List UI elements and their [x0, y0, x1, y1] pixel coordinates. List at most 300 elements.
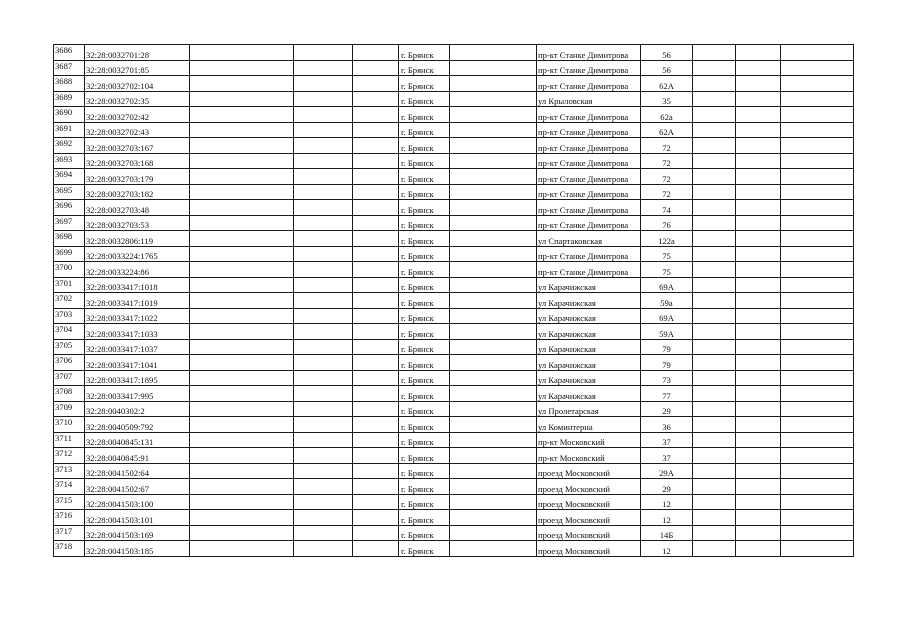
empty-cell [353, 479, 399, 495]
empty-cell [781, 277, 854, 293]
empty-cell [294, 76, 353, 92]
empty-cell [693, 122, 736, 138]
empty-cell [781, 355, 854, 371]
empty-cell [736, 432, 781, 448]
street-cell: ул Крыловская [537, 91, 641, 107]
street-cell: пр-кт Станке Димитрова [537, 215, 641, 231]
table-row [54, 262, 854, 278]
empty-cell [450, 541, 537, 557]
empty-cell [450, 215, 537, 231]
empty-cell [450, 308, 537, 324]
table-row [54, 231, 854, 247]
table-row [54, 91, 854, 107]
city-cell: г. Брянск [399, 262, 450, 278]
city-cell: г. Брянск [399, 76, 450, 92]
empty-cell [781, 386, 854, 402]
empty-cell [450, 231, 537, 247]
empty-cell [294, 370, 353, 386]
house-number: 74 [641, 200, 693, 216]
empty-cell [353, 138, 399, 154]
house-number: 35 [641, 91, 693, 107]
row-number: 3714 [54, 479, 85, 495]
row-number: 3712 [54, 448, 85, 464]
empty-cell [450, 184, 537, 200]
empty-cell [736, 45, 781, 61]
table-row [54, 45, 854, 61]
cadastral-number: 32:28:0032702:104 [85, 76, 190, 92]
empty-cell [450, 169, 537, 185]
table-row [54, 339, 854, 355]
house-number: 36 [641, 417, 693, 433]
row-number: 3718 [54, 541, 85, 557]
empty-cell [781, 200, 854, 216]
empty-cell [450, 463, 537, 479]
empty-cell [736, 293, 781, 309]
empty-cell [781, 448, 854, 464]
table-row [54, 355, 854, 371]
empty-cell [736, 324, 781, 340]
empty-cell [736, 355, 781, 371]
street-cell: проезд Московский [537, 494, 641, 510]
empty-cell [450, 401, 537, 417]
empty-cell [781, 308, 854, 324]
city-cell: г. Брянск [399, 401, 450, 417]
empty-cell [294, 277, 353, 293]
city-cell: г. Брянск [399, 370, 450, 386]
empty-cell [693, 184, 736, 200]
empty-cell [450, 525, 537, 541]
empty-cell [736, 370, 781, 386]
cadastral-number: 32:28:0041503:185 [85, 541, 190, 557]
empty-cell [693, 200, 736, 216]
cadastral-number: 32:28:0040845:131 [85, 432, 190, 448]
empty-cell [781, 76, 854, 92]
address-register-table [53, 44, 854, 557]
empty-cell [781, 479, 854, 495]
empty-cell [693, 277, 736, 293]
empty-cell [693, 76, 736, 92]
cadastral-number: 32:28:0032701:85 [85, 60, 190, 76]
street-cell: ул Коминтерна [537, 417, 641, 433]
street-cell: ул Спартаковская [537, 231, 641, 247]
house-number: 62а [641, 107, 693, 123]
city-cell: г. Брянск [399, 277, 450, 293]
cadastral-number: 32:28:0041503:100 [85, 494, 190, 510]
house-number: 73 [641, 370, 693, 386]
row-number: 3698 [54, 231, 85, 247]
city-cell: г. Брянск [399, 510, 450, 526]
table-row [54, 184, 854, 200]
empty-cell [736, 215, 781, 231]
city-cell: г. Брянск [399, 138, 450, 154]
city-cell: г. Брянск [399, 432, 450, 448]
table-body [54, 45, 854, 557]
row-number: 3695 [54, 184, 85, 200]
cadastral-number: 32:28:0032701:28 [85, 45, 190, 61]
empty-cell [736, 339, 781, 355]
empty-cell [781, 432, 854, 448]
house-number: 29 [641, 479, 693, 495]
house-number: 59а [641, 293, 693, 309]
house-number: 14Б [641, 525, 693, 541]
empty-cell [190, 417, 294, 433]
empty-cell [190, 463, 294, 479]
table-row [54, 60, 854, 76]
street-cell: пр-кт Станке Димитрова [537, 153, 641, 169]
empty-cell [450, 91, 537, 107]
empty-cell [781, 262, 854, 278]
house-number: 12 [641, 541, 693, 557]
empty-cell [190, 324, 294, 340]
city-cell: г. Брянск [399, 184, 450, 200]
empty-cell [781, 91, 854, 107]
city-cell: г. Брянск [399, 107, 450, 123]
house-number: 122а [641, 231, 693, 247]
empty-cell [450, 494, 537, 510]
cadastral-number: 32:28:0040302:2 [85, 401, 190, 417]
row-number: 3715 [54, 494, 85, 510]
empty-cell [450, 479, 537, 495]
empty-cell [736, 169, 781, 185]
house-number: 37 [641, 448, 693, 464]
street-cell: пр-кт Станке Димитрова [537, 246, 641, 262]
empty-cell [190, 308, 294, 324]
table-row [54, 293, 854, 309]
table-row [54, 479, 854, 495]
cadastral-number: 32:28:0033417:995 [85, 386, 190, 402]
empty-cell [190, 215, 294, 231]
house-number: 75 [641, 262, 693, 278]
street-cell: ул Карачижская [537, 386, 641, 402]
cadastral-number: 32:28:0032806:119 [85, 231, 190, 247]
empty-cell [693, 169, 736, 185]
empty-cell [353, 153, 399, 169]
row-number: 3709 [54, 401, 85, 417]
empty-cell [190, 448, 294, 464]
empty-cell [450, 339, 537, 355]
empty-cell [736, 91, 781, 107]
empty-cell [353, 355, 399, 371]
empty-cell [693, 355, 736, 371]
empty-cell [781, 324, 854, 340]
city-cell: г. Брянск [399, 494, 450, 510]
empty-cell [736, 262, 781, 278]
empty-cell [781, 231, 854, 247]
street-cell: ул Карачижская [537, 293, 641, 309]
empty-cell [781, 401, 854, 417]
empty-cell [294, 401, 353, 417]
empty-cell [693, 463, 736, 479]
cadastral-number: 32:28:0032702:35 [85, 91, 190, 107]
empty-cell [693, 401, 736, 417]
empty-cell [693, 386, 736, 402]
cadastral-number: 32:28:0033417:1018 [85, 277, 190, 293]
empty-cell [781, 510, 854, 526]
row-number: 3717 [54, 525, 85, 541]
empty-cell [190, 479, 294, 495]
empty-cell [294, 169, 353, 185]
row-number: 3692 [54, 138, 85, 154]
empty-cell [294, 122, 353, 138]
cadastral-number: 32:28:0041502:64 [85, 463, 190, 479]
street-cell: проезд Московский [537, 525, 641, 541]
empty-cell [781, 339, 854, 355]
table-row [54, 76, 854, 92]
house-number: 62А [641, 76, 693, 92]
empty-cell [781, 370, 854, 386]
empty-cell [450, 370, 537, 386]
house-number: 62А [641, 122, 693, 138]
empty-cell [294, 479, 353, 495]
cadastral-number: 32:28:0032703:168 [85, 153, 190, 169]
city-cell: г. Брянск [399, 246, 450, 262]
row-number: 3703 [54, 308, 85, 324]
city-cell: г. Брянск [399, 463, 450, 479]
street-cell: проезд Московский [537, 479, 641, 495]
cadastral-number: 32:28:0040509:792 [85, 417, 190, 433]
house-number: 72 [641, 153, 693, 169]
street-cell: пр-кт Станке Димитрова [537, 262, 641, 278]
empty-cell [190, 293, 294, 309]
empty-cell [781, 153, 854, 169]
table-row [54, 138, 854, 154]
empty-cell [190, 525, 294, 541]
cadastral-number: 32:28:0040845:91 [85, 448, 190, 464]
house-number: 72 [641, 138, 693, 154]
empty-cell [294, 448, 353, 464]
table-row [54, 122, 854, 138]
empty-cell [294, 293, 353, 309]
street-cell: проезд Московский [537, 463, 641, 479]
empty-cell [693, 479, 736, 495]
table-row [54, 432, 854, 448]
empty-cell [190, 386, 294, 402]
empty-cell [736, 60, 781, 76]
empty-cell [294, 91, 353, 107]
empty-cell [781, 417, 854, 433]
row-number: 3706 [54, 355, 85, 371]
row-number: 3705 [54, 339, 85, 355]
empty-cell [190, 370, 294, 386]
city-cell: г. Брянск [399, 231, 450, 247]
empty-cell [294, 45, 353, 61]
empty-cell [294, 510, 353, 526]
empty-cell [353, 525, 399, 541]
city-cell: г. Брянск [399, 324, 450, 340]
empty-cell [190, 355, 294, 371]
table-row [54, 107, 854, 123]
empty-cell [736, 494, 781, 510]
row-number: 3689 [54, 91, 85, 107]
empty-cell [294, 200, 353, 216]
empty-cell [294, 60, 353, 76]
empty-cell [190, 339, 294, 355]
cadastral-number: 32:28:0032703:182 [85, 184, 190, 200]
empty-cell [353, 215, 399, 231]
empty-cell [693, 262, 736, 278]
cadastral-number: 32:28:0033224:1765 [85, 246, 190, 262]
street-cell: пр-кт Станке Димитрова [537, 76, 641, 92]
empty-cell [736, 138, 781, 154]
row-number: 3711 [54, 432, 85, 448]
table-row [54, 153, 854, 169]
street-cell: пр-кт Станке Димитрова [537, 200, 641, 216]
empty-cell [736, 308, 781, 324]
empty-cell [736, 184, 781, 200]
empty-cell [190, 432, 294, 448]
empty-cell [450, 324, 537, 340]
empty-cell [450, 510, 537, 526]
table-row [54, 200, 854, 216]
empty-cell [693, 494, 736, 510]
empty-cell [693, 339, 736, 355]
house-number: 12 [641, 494, 693, 510]
empty-cell [781, 494, 854, 510]
empty-cell [190, 122, 294, 138]
empty-cell [294, 215, 353, 231]
empty-cell [693, 448, 736, 464]
empty-cell [353, 463, 399, 479]
empty-cell [781, 541, 854, 557]
empty-cell [736, 231, 781, 247]
row-number: 3688 [54, 76, 85, 92]
empty-cell [190, 45, 294, 61]
empty-cell [294, 494, 353, 510]
empty-cell [693, 432, 736, 448]
row-number: 3699 [54, 246, 85, 262]
table-row [54, 308, 854, 324]
street-cell: ул Карачижская [537, 355, 641, 371]
empty-cell [450, 107, 537, 123]
empty-cell [353, 293, 399, 309]
empty-cell [353, 76, 399, 92]
empty-cell [294, 107, 353, 123]
empty-cell [294, 386, 353, 402]
city-cell: г. Брянск [399, 215, 450, 231]
house-number: 79 [641, 355, 693, 371]
house-number: 79 [641, 339, 693, 355]
table-row [54, 386, 854, 402]
city-cell: г. Брянск [399, 479, 450, 495]
empty-cell [190, 401, 294, 417]
table-row [54, 417, 854, 433]
city-cell: г. Брянск [399, 200, 450, 216]
street-cell: пр-кт Московский [537, 432, 641, 448]
empty-cell [693, 541, 736, 557]
house-number: 56 [641, 45, 693, 61]
empty-cell [450, 153, 537, 169]
empty-cell [294, 231, 353, 247]
city-cell: г. Брянск [399, 417, 450, 433]
empty-cell [781, 107, 854, 123]
empty-cell [353, 107, 399, 123]
table-row [54, 401, 854, 417]
row-number: 3716 [54, 510, 85, 526]
empty-cell [736, 107, 781, 123]
empty-cell [736, 541, 781, 557]
empty-cell [190, 262, 294, 278]
row-number: 3713 [54, 463, 85, 479]
row-number: 3701 [54, 277, 85, 293]
house-number: 69А [641, 308, 693, 324]
house-number: 72 [641, 169, 693, 185]
cadastral-number: 32:28:0033417:1041 [85, 355, 190, 371]
empty-cell [450, 355, 537, 371]
empty-cell [353, 324, 399, 340]
empty-cell [294, 138, 353, 154]
table-row [54, 525, 854, 541]
empty-cell [190, 184, 294, 200]
table-row [54, 463, 854, 479]
empty-cell [294, 541, 353, 557]
empty-cell [294, 339, 353, 355]
house-number: 29 [641, 401, 693, 417]
empty-cell [450, 246, 537, 262]
empty-cell [736, 401, 781, 417]
empty-cell [353, 448, 399, 464]
city-cell: г. Брянск [399, 153, 450, 169]
city-cell: г. Брянск [399, 122, 450, 138]
empty-cell [353, 277, 399, 293]
empty-cell [693, 417, 736, 433]
cadastral-number: 32:28:0041503:101 [85, 510, 190, 526]
empty-cell [781, 463, 854, 479]
empty-cell [353, 510, 399, 526]
empty-cell [450, 417, 537, 433]
empty-cell [693, 153, 736, 169]
house-number: 69А [641, 277, 693, 293]
empty-cell [736, 122, 781, 138]
empty-cell [190, 510, 294, 526]
street-cell: пр-кт Станке Димитрова [537, 122, 641, 138]
empty-cell [190, 60, 294, 76]
empty-cell [781, 246, 854, 262]
city-cell: г. Брянск [399, 448, 450, 464]
empty-cell [781, 60, 854, 76]
table-row [54, 541, 854, 557]
city-cell: г. Брянск [399, 541, 450, 557]
cadastral-number: 32:28:0033224:86 [85, 262, 190, 278]
row-number: 3707 [54, 370, 85, 386]
empty-cell [353, 541, 399, 557]
house-number: 75 [641, 246, 693, 262]
empty-cell [450, 138, 537, 154]
empty-cell [353, 200, 399, 216]
street-cell: ул Карачижская [537, 339, 641, 355]
row-number: 3693 [54, 153, 85, 169]
empty-cell [294, 463, 353, 479]
house-number: 56 [641, 60, 693, 76]
row-number: 3691 [54, 122, 85, 138]
table-row [54, 215, 854, 231]
cadastral-number: 32:28:0032703:179 [85, 169, 190, 185]
empty-cell [353, 262, 399, 278]
empty-cell [450, 432, 537, 448]
table-row [54, 246, 854, 262]
city-cell: г. Брянск [399, 169, 450, 185]
empty-cell [353, 231, 399, 247]
cadastral-number: 32:28:0032702:43 [85, 122, 190, 138]
empty-cell [353, 184, 399, 200]
empty-cell [693, 45, 736, 61]
empty-cell [736, 525, 781, 541]
empty-cell [450, 45, 537, 61]
empty-cell [190, 76, 294, 92]
empty-cell [736, 448, 781, 464]
house-number: 29А [641, 463, 693, 479]
empty-cell [294, 153, 353, 169]
empty-cell [781, 169, 854, 185]
